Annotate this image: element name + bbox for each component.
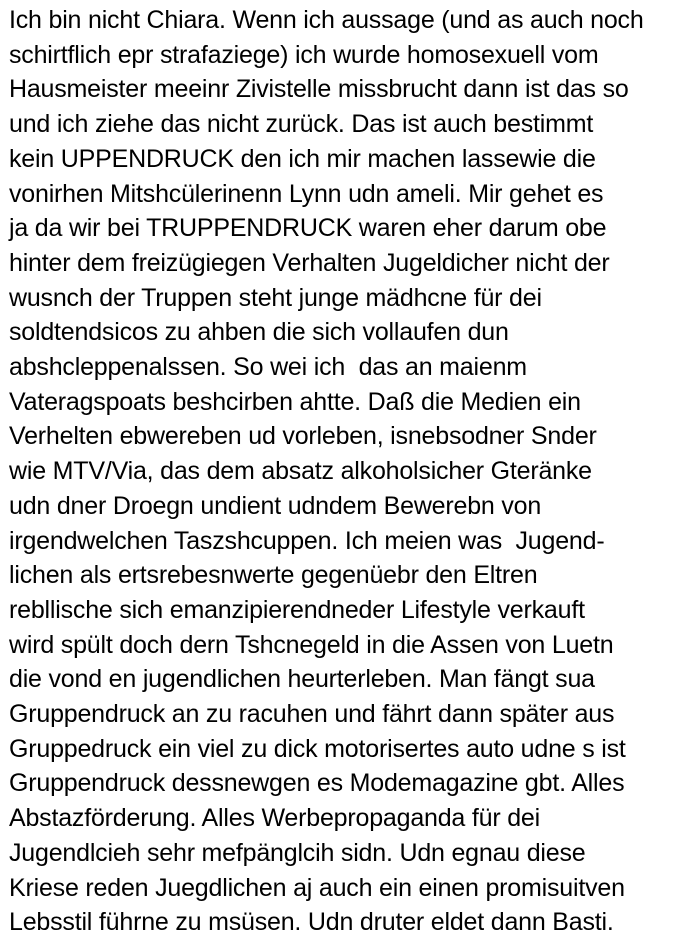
text-line: hinter dem freizügiegen Verhalten Jugeldicher nicht der	[9, 248, 610, 277]
text-line: rebllische sich emanzipierendneder Lifestyle verkauft	[9, 595, 585, 624]
text-line: vonirhen Mitshcülerinenn Lynn udn ameli. Mir gehet es	[9, 179, 604, 208]
text-line: die vond en jugendlichen heurterleben. Man fängt sua	[9, 665, 595, 694]
text-line: kein UPPENDRUCK den ich mir machen lassewie die	[9, 144, 596, 173]
text-line: Vateragspoats beshcirben ahtte. Daß die Medien ein	[9, 387, 581, 416]
text-line: lichen als ertsrebesnwerte gegenüebr den Eltren	[9, 561, 538, 590]
text-line: Lebsstil führne zu msüsen. Udn druter eldet dann Basti.	[9, 908, 614, 937]
text-line: Hausmeister meeinr Zivistelle missbrucht dann ist das so	[9, 75, 629, 104]
text-line: Gruppedruck ein viel zu dick motorisertes auto udne s ist	[9, 734, 626, 763]
text-line: Verhelten ebwereben ud vorleben, isnebsodner Snder	[9, 422, 597, 451]
text-line: Ich bin nicht Chiara. Wenn ich aussage (und as auch noch	[9, 6, 644, 34]
text-line: Abstazförderung. Alles Werbepropaganda für dei	[9, 804, 540, 833]
text-line: soldtendsicos zu ahben die sich vollaufen dun	[9, 318, 509, 347]
text-line: udn dner Droegn undient udndem Bewerebn von	[9, 491, 542, 520]
text-line: abshcleppenalssen. So wei ich das an maienm	[9, 353, 527, 382]
text-line: Kriese reden Juegdlichen aj auch ein einen promisuitven	[9, 873, 625, 902]
text-line: schirtflich epr strafaziege) ich wurde homosexuell vom	[9, 40, 599, 69]
text-line: irgendwelchen Taszshcuppen. Ich meien was Jugend-	[9, 526, 605, 555]
text-line: wird spült doch dern Tshcnegeld in die Assen von Luetn	[9, 630, 614, 659]
text-line: und ich ziehe das nicht zurück. Das ist auch bestimmt	[9, 110, 594, 139]
text-line: wie MTV/Via, das dem absatz alkoholsicher Gteränke	[9, 457, 592, 486]
text-line: wusnch der Truppen steht junge mädhcne für dei	[9, 283, 542, 312]
text-line: Gruppendruck an zu racuhen und fährt dann später aus	[9, 700, 615, 729]
text-line: Jugendlcieh sehr mefpänglcih sidn. Udn egnau diese	[9, 838, 586, 867]
text-line: ja da wir bei TRUPPENDRUCK waren eher darum obe	[9, 214, 607, 243]
text-line: Gruppendruck dessnewgen es Modemagazine gbt. Alles	[9, 769, 625, 798]
